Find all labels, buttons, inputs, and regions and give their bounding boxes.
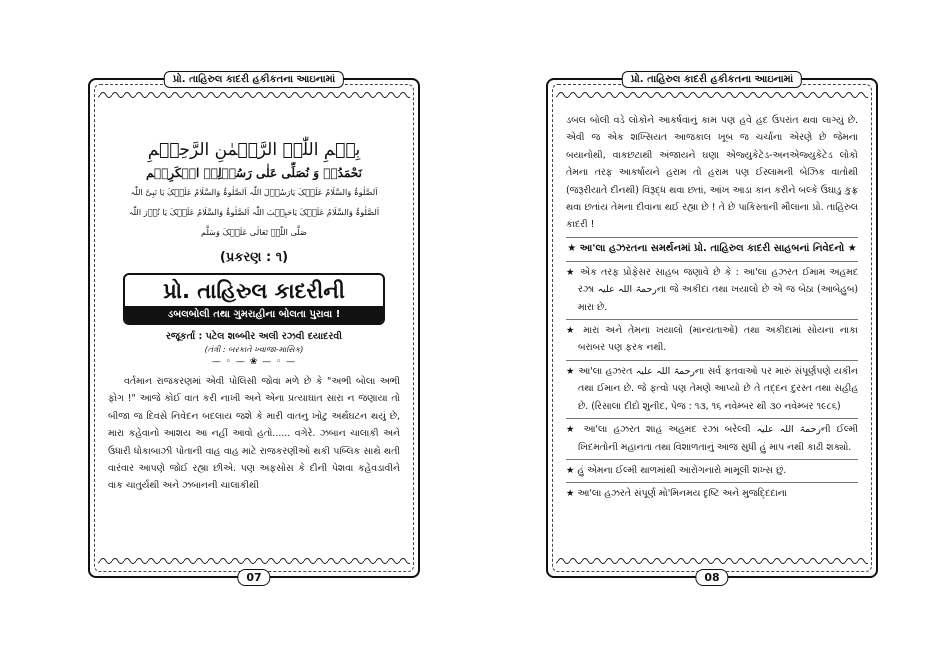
section-heading-text: આ'લા હઝરતના સમર્થનમાં પ્રો. તાહિરુલ કાદરી સાહબનાં નિવેદનો xyxy=(579,242,845,254)
salawat-line-1: اَلصَّلٰوۃُ وَالسَّلَامُ عَلَیۡکَ یَارَسُوۡلَ اللّٰہ اَلصَّلٰوۃُ وَالسَّلَامُ عَلَیۡکَ یَا نَبِیَّ اللّٰہ xyxy=(130,187,378,197)
star-icon: ★ xyxy=(566,464,575,476)
right-page xyxy=(546,74,878,584)
list-item: ★ આ'લા હઝરતે સંપૂર્ણ મો'મિનમય દૃષ્ટિ અને મુજદ્દિદાના xyxy=(566,488,788,500)
ornamental-border-top xyxy=(546,90,878,100)
list-item: ★ હું એમના ઈલ્મી થાળમાંથી આરોગનારો મામૂલી શખ્સ છું. xyxy=(566,464,787,476)
star-icon: ★ xyxy=(566,365,575,377)
article-subtitle: ડબલબોલી તથા ગુમરાહીના બોલતા પુરાવા ! xyxy=(125,306,383,323)
bismillah: بِسۡمِ اللّٰہِ الرَّحۡمٰنِ الرَّحِیۡمِ xyxy=(147,140,361,160)
star-icon: ★ xyxy=(847,242,857,254)
section-heading xyxy=(566,240,858,258)
page-number: 07 xyxy=(237,569,270,586)
divider-line xyxy=(566,261,858,262)
list-item: ★ મારા અને તેમના ખયાલો (માન્યતાઓ) તથા અકીદામાં સોયના નાકા બરાબર પણ ફરક નથી. xyxy=(566,325,858,354)
divider-line xyxy=(566,319,858,320)
divider-line xyxy=(566,482,858,483)
page-content xyxy=(566,102,858,556)
ornamental-border-bottom xyxy=(546,556,878,566)
body-paragraph: વર્તમાન રાજકરણમાં એવી પોલિસી જોવા મળે છે કે "અભી બોલા અભી ફોગ !" આજે કોઈ વાત કરી નાખી અને એના પ્રત્યાઘાત સારા ન જણાયા તો બીજા જ દિવસે નિવેદન બદલાય જશે કે મારી વાતનુ ખોટુ અર્થઘટન થયું છે, મારા કહેવાનો આશય આ નહીં આવો હતો...... વગેરે. ઝબાન ચાલાકી અને ઉધારી ધોકાબાઝી પોતાની વાહ વાહ માટે રાજકરણીઓ થકી પબ્લિક સાથે થતી વારંવાર આપણે જોઈ રહ્યા છીએ. પણ અફસોસ કે દીની પેશવા કહેવડાવીને વાક ચાતુર્યથી અને ઝબાનની ચાલાકીથી xyxy=(108,376,400,492)
chapter-label: (પ્રકરણ : ૧) xyxy=(219,250,289,265)
article-title: પ્રો. તાહિરુલ કાદરીની xyxy=(163,279,345,303)
star-icon: ★ xyxy=(567,242,577,254)
star-icon: ★ xyxy=(566,488,575,500)
title-box xyxy=(123,273,385,325)
running-header: પ્રો. તાહિરુલ કાદરી હકીકતના આઇનામાં xyxy=(622,71,802,88)
list-item: ★ એક તરફ પ્રોફેસર સાહબ જણાવે છે કે : આ'લા હઝરત ઈમામ અહમદ રઝા رحمۃ اللہ علیہના જે અકીદા તથા ખયાલો છે એ જ બેઠા (આબેહુબ) મારા છે. xyxy=(566,266,858,313)
divider-line xyxy=(566,418,858,419)
list-item: ★ આ'લા હઝરત શાહ અહમદ રઝા બરેલ્વી رحمۃ اللہ علیہની ઈલ્મી ખિદમતોની મહાનતા તથા વિશાળતાનું આજ સુધી હું માપ નથી કાઢી શક્યો. xyxy=(566,424,858,453)
intro-paragraph: ડબલ બોલી વડે લોકોને આકર્ષવાનું કામ પણ હવે હદ ઉપરાંત થવા લાગ્યું છે. એવી જ એક શખ્સિયત આજકાલ ખૂબ જ ચર્ચાના એરણે છે જેમના બયાનોથી, વાકછટાથી અંજાયને ઘણા એજ્યુકેટેડ-અનએજ્યુકેટેડ લોકો તેમના તરફ આકર્ષાયને હરામ તો હરામ પણ ઈસ્લામની બેઝિક વાતોથી (જરૂરીયાતે દીનથી) વિરૂદ્ધ થવા છતાં, આંખ આડા કાન કરીને બલ્કે ઉઘાડુ કુફ્ર થવા છતાંય તેમના દીવાના થઈ રહ્યા છે ! તે છે પાકિસ્તાની મૌલાના પ્રો. તાહિરુલ કાદરી ! xyxy=(566,115,858,231)
divider-line xyxy=(566,459,858,460)
page-content xyxy=(108,102,400,556)
salawat-line-3: صَلَّی اللّٰہُ تَعَالٰی عَلَیۡکَ وَسَلَّم xyxy=(201,227,307,237)
divider-line xyxy=(566,237,858,238)
running-header: પ્રો. તાહિરુલ કાદરી હકીકતના આઇનામાં xyxy=(164,71,344,88)
page-number: 08 xyxy=(695,569,728,586)
left-page xyxy=(88,74,420,584)
editor-credit: (તંત્રી : બરકાતે ખ્વાજા-માસિક) xyxy=(204,345,304,354)
star-icon: ★ xyxy=(566,266,576,278)
presenter-credit: રજૂકર્તા : પટેલ શબ્બીર અલી રઝવી દયાદરવી xyxy=(165,331,343,342)
star-icon: ★ xyxy=(566,424,578,436)
divider-line xyxy=(566,360,858,361)
ornamental-divider: — ◦ — ❀ — ◦ — xyxy=(211,357,297,367)
hamd-line: نَحْمَدُہٗ وَ نُصَلِّی عَلٰی رَسُوۡلِہِ الۡکَرِیۡم xyxy=(146,166,362,180)
star-icon: ★ xyxy=(566,325,578,337)
ornamental-border-top xyxy=(88,90,420,100)
salawat-line-2: اَلصَّلٰوۃُ وَالسَّلَامُ عَلَیۡکَ یَاحَبِیۡبَ اللّٰہ اَلصَّلٰوۃُ وَالسَّلَامُ عَلَیۡکَ یَا نُوۡرَ اللّٰہ xyxy=(128,207,380,217)
list-item: ★ આ'લા હઝરત رحمۃ اللہ علیہના સર્વ ફતવાઓ પર મારું સંપૂર્ણપણે યકીન તથા ઈમાન છે. જે ફત્વો પણ તેમણે આપ્યો છે તે તદ્દન દુરસ્ત તથા સહીહ છે. (રિસાલા દીદો શુનીદ, પેજ : ૧૩, ૧૬ નવેમ્બર થી ૩૦ નવેમ્બર ૧૯૮૬) xyxy=(566,365,858,412)
ornamental-border-bottom xyxy=(88,556,420,566)
